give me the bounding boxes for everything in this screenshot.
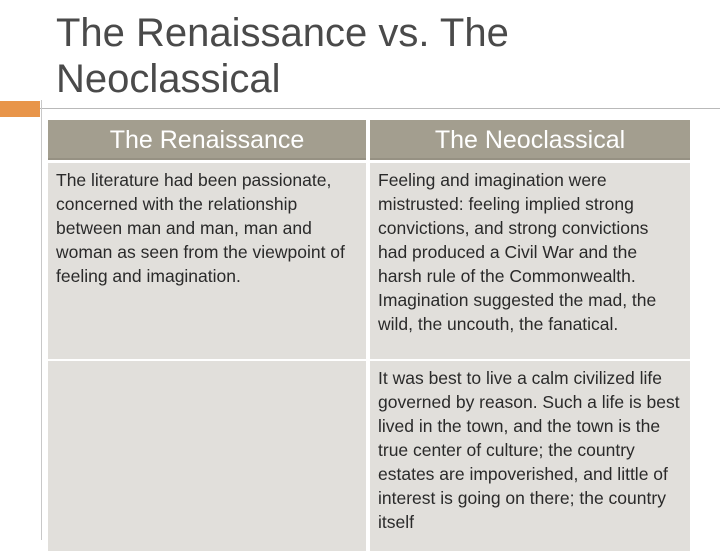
page-title: The Renaissance vs. The Neoclassical	[56, 11, 509, 101]
title-underline	[40, 108, 720, 109]
left-vertical-line	[41, 100, 42, 540]
cell-neoclassical-row1: Feeling and imagination were mistrusted: feeling implied strong convictions, and strong convictions had produced a Civil War and the harsh rule of the Commonwealth. Imagination suggested the mad, the wild, the uncouth, the fanatical.	[370, 163, 690, 359]
header-renaissance: The Renaissance	[48, 120, 366, 160]
cell-renaissance-row1: The literature had been passionate, concerned with the relationship between man and man, man and woman as seen from the viewpoint of feeling and imagination.	[48, 163, 366, 359]
header-neoclassical: The Neoclassical	[370, 120, 690, 160]
cell-renaissance-row2	[48, 361, 366, 551]
accent-bar	[0, 101, 40, 117]
cell-neoclassical-row2: It was best to live a calm civilized life governed by reason. Such a life is best lived in the town, and the town is the true center of culture; the country estates are impoverished, and little of interest is going on there; the country itself	[370, 361, 690, 551]
